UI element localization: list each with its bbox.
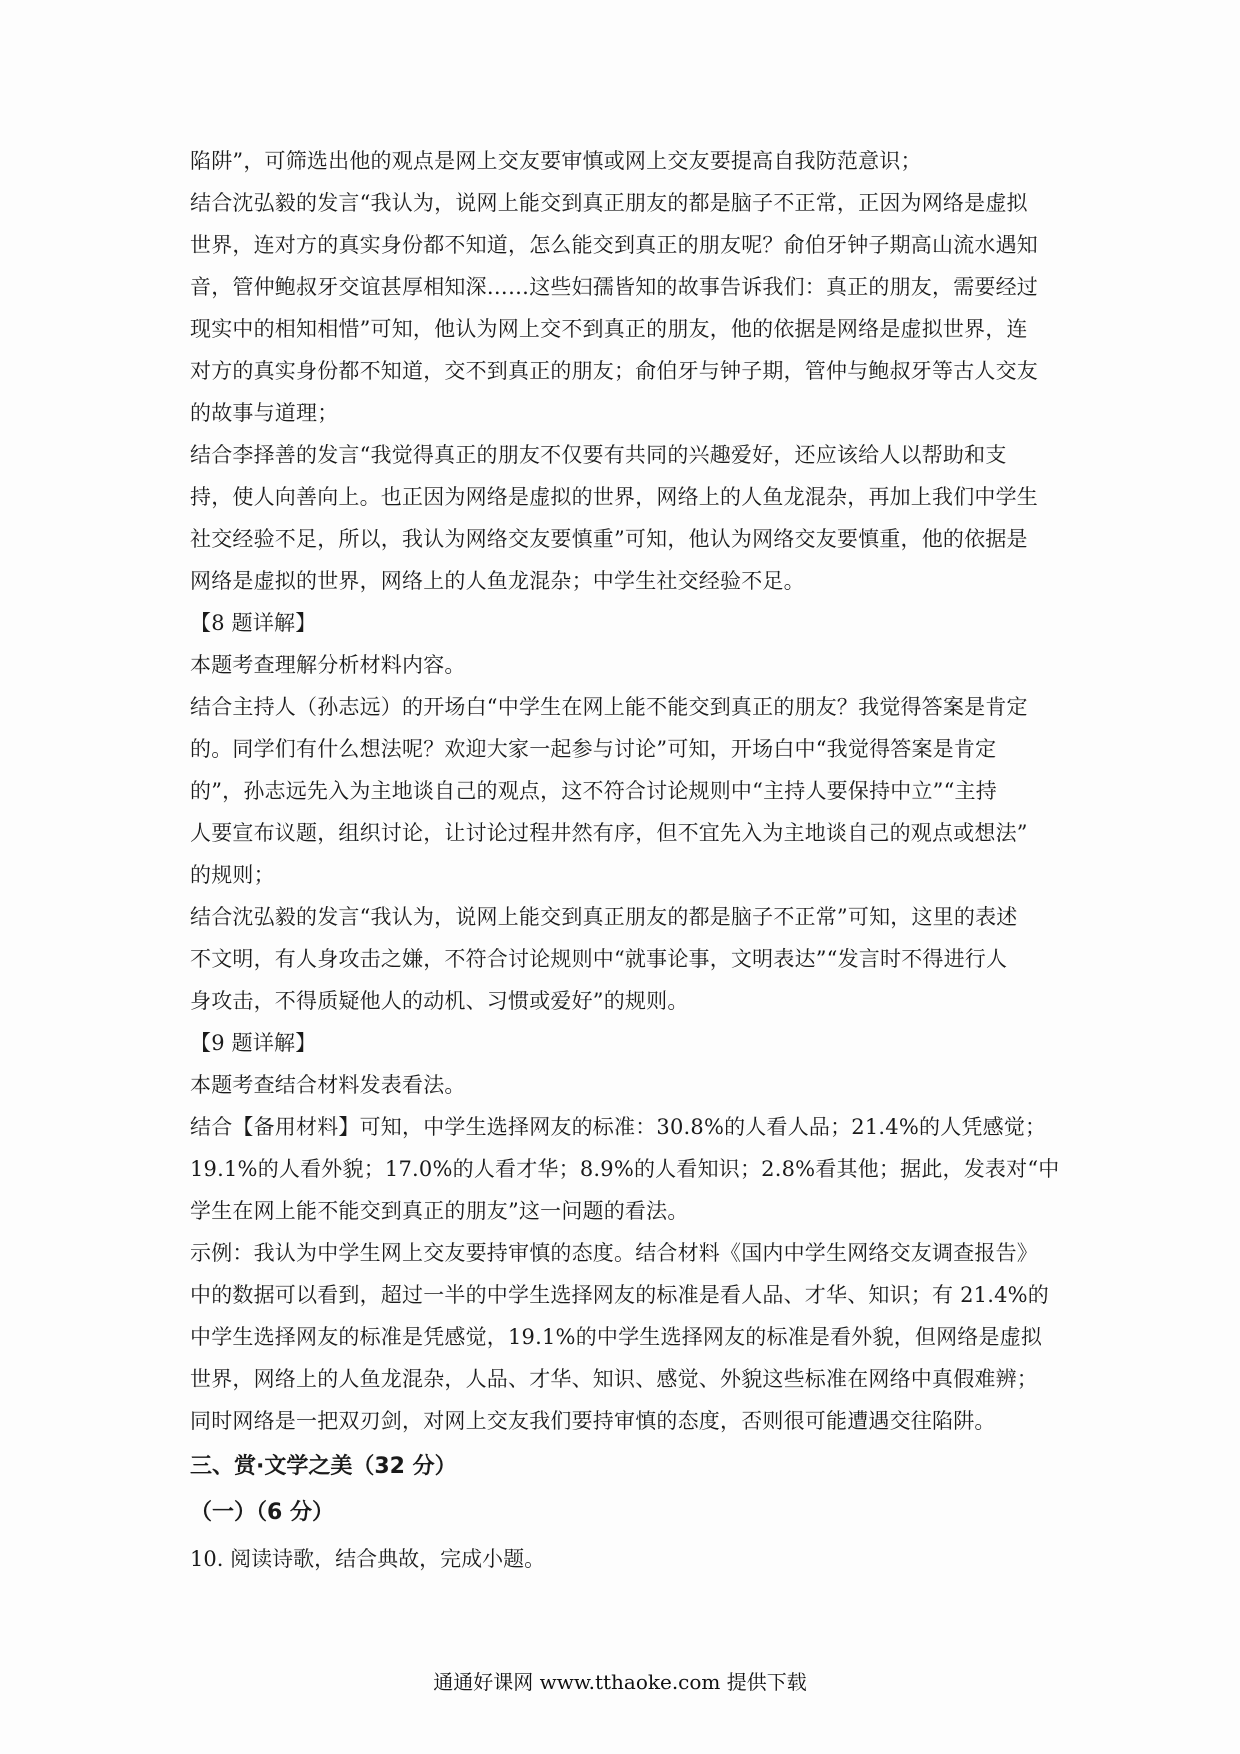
text-line: 人要宣布议题，组织讨论，让讨论过程井然有序，但不宜先入为主地谈自己的观点或想法” — [190, 821, 1028, 845]
text-line: 本题考查结合材料发表看法。 — [190, 1073, 466, 1097]
section-heading: 三、赏·文学之美（32 分） — [190, 1454, 457, 1479]
text-line: 持，使人向善向上。也正因为网络是虚拟的世界，网络上的人鱼龙混杂，再加上我们中学生 — [190, 485, 1038, 509]
text-line: 同时网络是一把双刃剑，对网上交友我们要持审慎的态度，否则很可能遭遇交往陷阱。 — [190, 1409, 996, 1433]
text-line: 网络是虚拟的世界，网络上的人鱼龙混杂；中学生社交经验不足。 — [190, 569, 805, 593]
question-detail-heading: 【9 题详解】 — [190, 1031, 317, 1055]
text-line: 示例：我认为中学生网上交友要持审慎的态度。结合材料《国内中学生网络交友调查报告》 — [190, 1241, 1038, 1265]
text-line: 身攻击，不得质疑他人的动机、习惯或爱好”的规则。 — [190, 989, 689, 1013]
text-line: 本题考查理解分析材料内容。 — [190, 653, 466, 677]
text-line: 陷阱”，可筛选出他的观点是网上交友要审慎或网上交友要提高自我防范意识； — [190, 149, 922, 173]
sub-heading: （一）（6 分） — [190, 1500, 334, 1525]
text-line: 结合主持人（孙志远）的开场白“中学生在网上能不能交到真正的朋友？我觉得答案是肯定 — [190, 695, 1028, 719]
text-line: 社交经验不足，所以，我认为网络交友要慎重”可知，他认为网络交友要慎重，他的依据是 — [190, 527, 1028, 551]
text-line: 对方的真实身份都不知道，交不到真正的朋友；俞伯牙与钟子期，管仲与鲍叔牙等古人交友 — [190, 359, 1038, 383]
text-line: 结合李择善的发言“我觉得真正的朋友不仅要有共同的兴趣爱好，还应该给人以帮助和支 — [190, 443, 1007, 467]
question-detail-heading: 【8 题详解】 — [190, 611, 317, 635]
text-line: 音，管仲鲍叔牙交谊甚厚相知深……这些妇孺皆知的故事告诉我们：真正的朋友，需要经过 — [190, 275, 1038, 299]
text-line: 结合【备用材料】可知，中学生选择网友的标准：30.8%的人看人品；21.4%的人凭感觉； — [190, 1115, 1047, 1139]
text-line: 结合沈弘毅的发言“我认为，说网上能交到真正朋友的都是脑子不正常”可知，这里的表述 — [190, 905, 1018, 929]
text-line: 世界，连对方的真实身份都不知道，怎么能交到真正的朋友呢？俞伯牙钟子期高山流水遇知 — [190, 233, 1038, 257]
text-line: 不文明，有人身攻击之嫌，不符合讨论规则中“就事论事，文明表达”“发言时不得进行人 — [190, 947, 1008, 971]
text-line: 中的数据可以看到，超过一半的中学生选择网友的标准是看人品、才华、知识；有 21.4%的 — [190, 1283, 1049, 1307]
text-line: 的”，孙志远先入为主地谈自己的观点，这不符合讨论规则中“主持人要保持中立”“主持 — [190, 779, 997, 803]
text-line: 中学生选择网友的标准是凭感觉，19.1%的中学生选择网友的标准是看外貌，但网络是虚拟 — [190, 1325, 1043, 1349]
question-prompt: 10. 阅读诗歌，结合典故，完成小题。 — [190, 1547, 546, 1571]
text-line: 的。同学们有什么想法呢？欢迎大家一起参与讨论”可知，开场白中“我觉得答案是肯定 — [190, 737, 997, 761]
text-line: 的故事与道理； — [190, 401, 339, 425]
document-body — [190, 140, 1070, 1582]
text-line: 世界，网络上的人鱼龙混杂，人品、才华、知识、感觉、外貌这些标准在网络中真假难辨； — [190, 1367, 1038, 1391]
page-footer: 通通好课网 www.tthaoke.com 提供下载 — [433, 1670, 807, 1694]
text-line: 现实中的相知相惜”可知，他认为网上交不到真正的朋友，他的依据是网络是虚拟世界，连 — [190, 317, 1028, 341]
text-line: 结合沈弘毅的发言“我认为，说网上能交到真正朋友的都是脑子不正常，正因为网络是虚拟 — [190, 191, 1028, 215]
text-line: 19.1%的人看外貌；17.0%的人看才华；8.9%的人看知识；2.8%看其他；据此，发表对“中 — [190, 1157, 1060, 1181]
text-line: 学生在网上能不能交到真正的朋友”这一问题的看法。 — [190, 1199, 689, 1223]
text-line: 的规则； — [190, 863, 275, 887]
